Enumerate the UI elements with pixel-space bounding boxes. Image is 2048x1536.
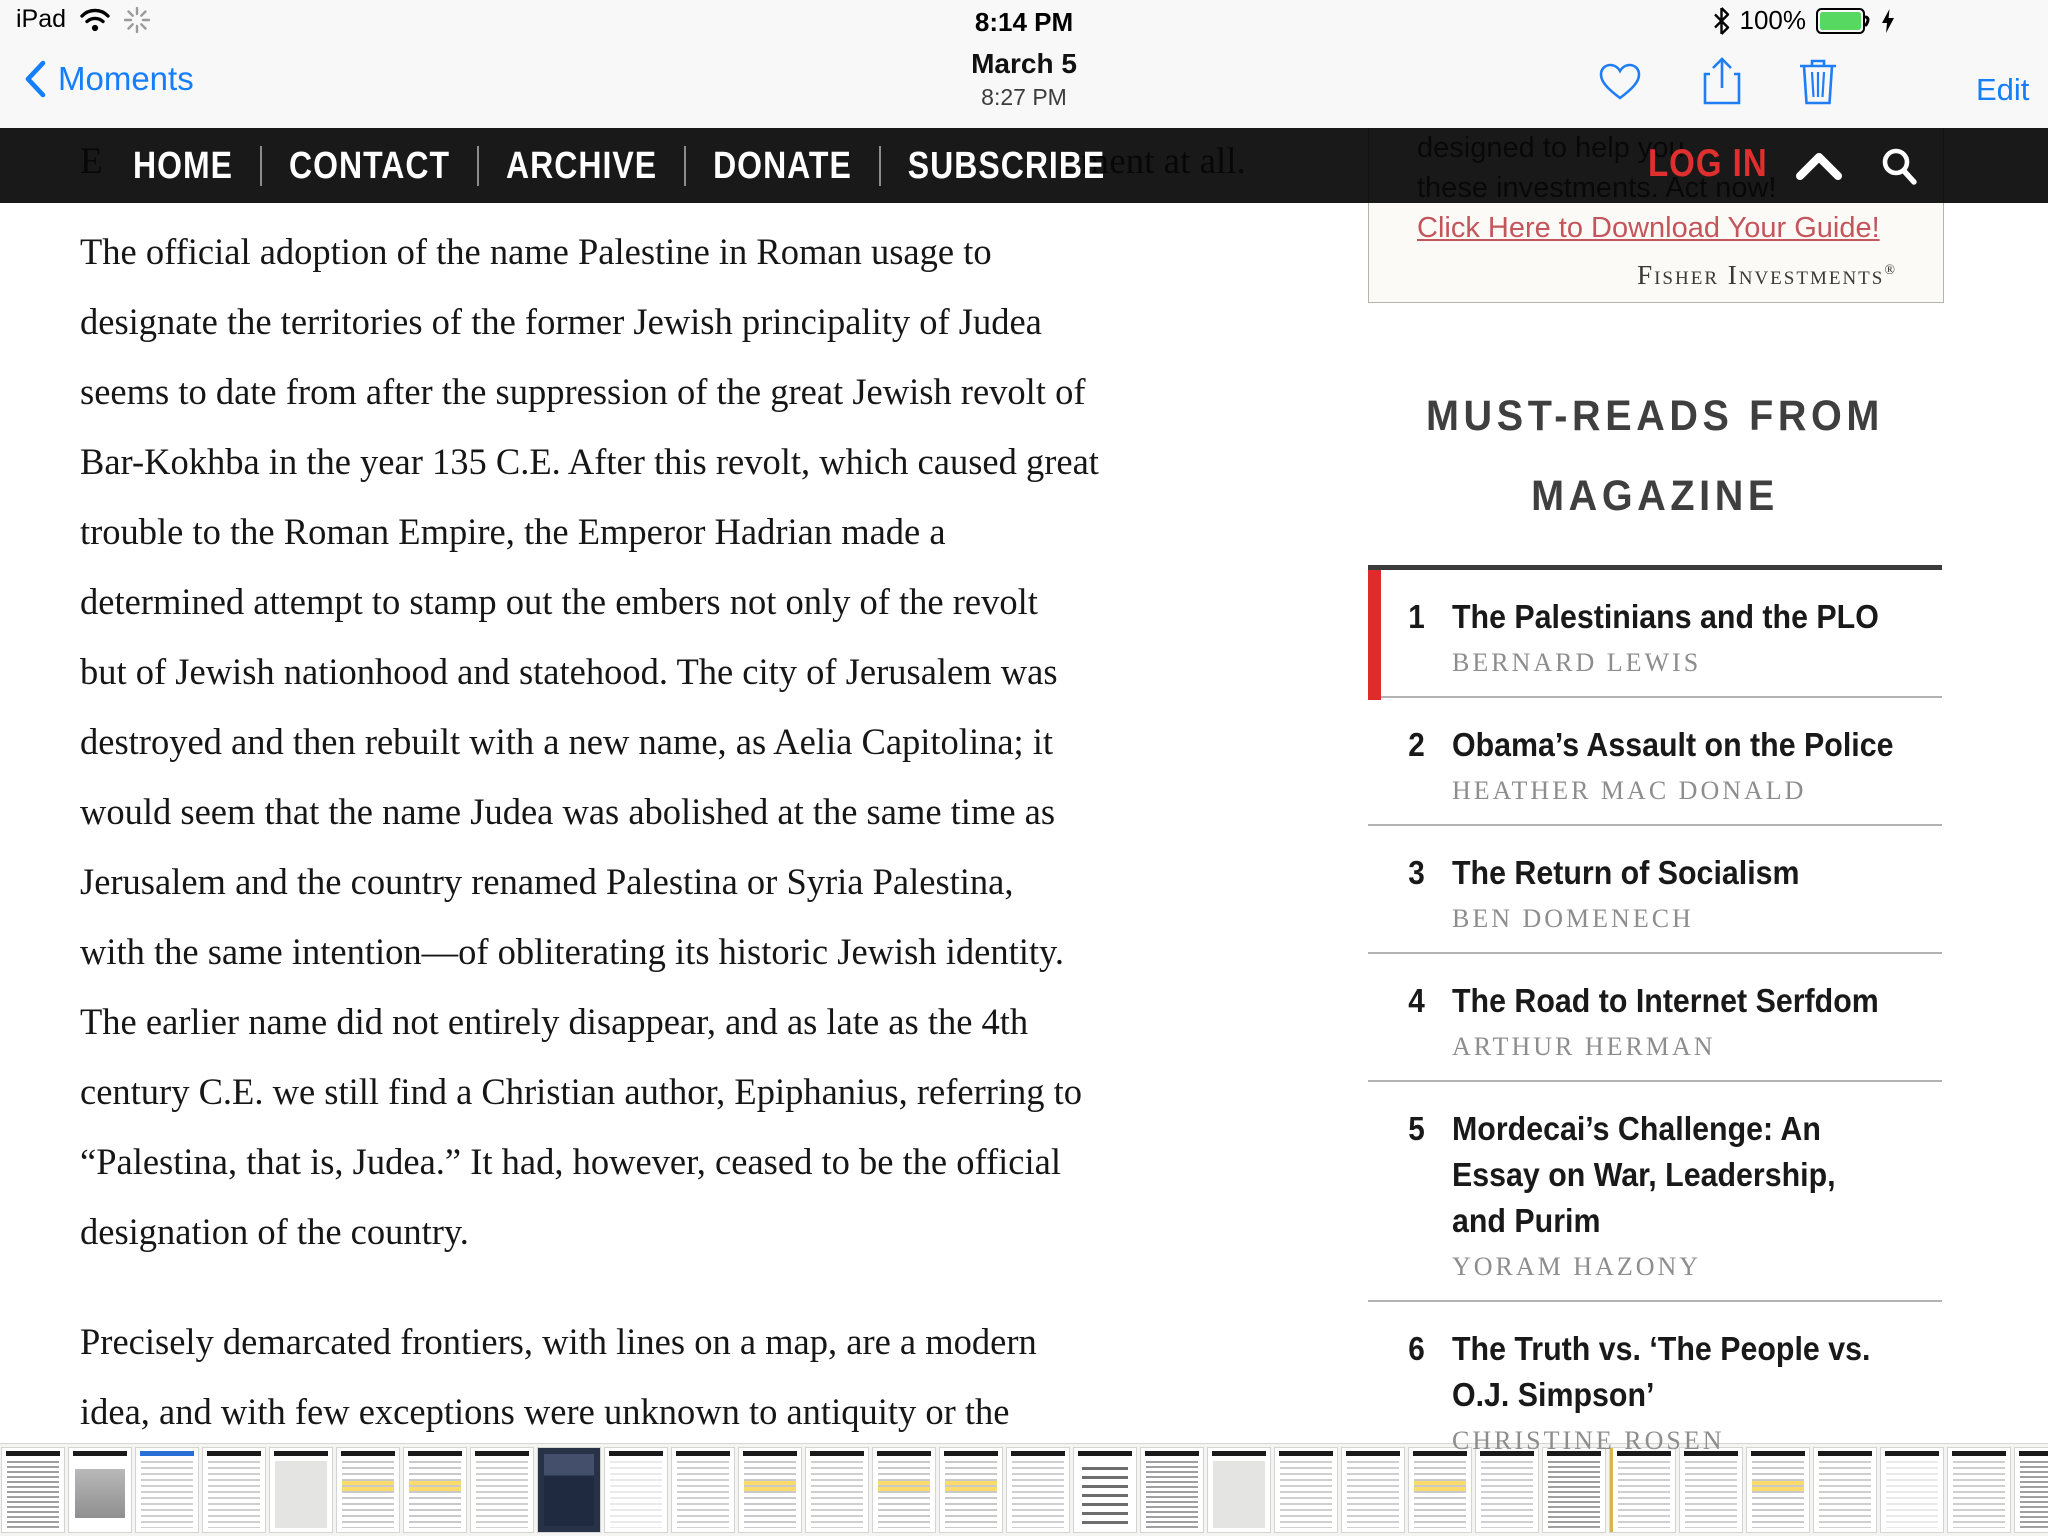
filmstrip-thumb[interactable]: [1275, 1448, 1337, 1532]
search-button[interactable]: [1878, 145, 1920, 187]
mustreads-item[interactable]: [1368, 954, 1942, 1082]
filmstrip-thumb[interactable]: [538, 1448, 600, 1532]
nav-item-donate[interactable]: DONATE: [713, 143, 852, 187]
mustreads-item-body: [1452, 1106, 1934, 1282]
filmstrip-thumb[interactable]: [605, 1448, 667, 1532]
status-time: 8:14 PM: [974, 7, 1074, 37]
article-paragraph-1: [80, 217, 1099, 1267]
thumb-content: [7, 1461, 59, 1528]
mustreads-item-title: The Truth vs. ‘The People vs. O.J. Simpson’: [1452, 1330, 1871, 1413]
thumb-content: [275, 1461, 327, 1528]
mustreads-item-title: The Return of Socialism: [1452, 854, 1800, 891]
filmstrip-thumb[interactable]: [1948, 1448, 2010, 1532]
thumb-header: [743, 1451, 797, 1456]
nav-item-subscribe[interactable]: SUBSCRIBE: [907, 143, 1106, 187]
thumb-header: [944, 1451, 998, 1456]
mustreads-item-rank: 4: [1408, 982, 1425, 1019]
filmstrip-thumb[interactable]: [136, 1448, 198, 1532]
article-line: with the same intention—of obliterating its historic Jewish identity.: [80, 931, 1065, 972]
mustreads-item[interactable]: [1368, 698, 1942, 826]
mustreads-item[interactable]: [1368, 1082, 1942, 1302]
thumb-header: [1952, 1451, 2006, 1456]
thumb-header: [207, 1451, 261, 1456]
article-line: but of Jewish nationhood and statehood. The city of Jerusalem was: [80, 651, 1058, 692]
thumb-content: [1146, 1461, 1198, 1528]
article-line: determined attempt to stamp out the embers not only of the revolt: [80, 581, 1038, 622]
article-paragraph-2: [80, 1307, 1037, 1447]
battery-percent: 100%: [1739, 5, 1806, 35]
mustreads-item-author: ARTHUR HERMAN: [1452, 1032, 1716, 1061]
mustreads-item[interactable]: [1368, 1302, 1942, 1474]
article-line: Jerusalem and the country renamed Palestina or Syria Palestina,: [80, 861, 1014, 902]
ad-brand: [1637, 260, 1897, 291]
share-button[interactable]: [1702, 56, 1742, 106]
filmstrip-thumb[interactable]: [337, 1448, 399, 1532]
article-line: seems to date from after the suppression of the great Jewish revolt of: [80, 371, 1086, 412]
mustreads-item-body: [1452, 978, 1934, 1062]
share-icon: [1702, 56, 1742, 106]
favorite-button[interactable]: [1598, 62, 1642, 102]
article-line: would seem that the name Judea was abolished at the same time as: [80, 791, 1056, 832]
thumb-header: [810, 1451, 864, 1456]
thumb-content: [342, 1461, 394, 1528]
article-line: The official adoption of the name Palestine in Roman usage to: [80, 231, 992, 272]
thumb-header: [140, 1451, 194, 1456]
filmstrip-thumb[interactable]: [2, 1448, 64, 1532]
mustreads-item-author: HEATHER MAC DONALD: [1452, 776, 1807, 805]
filmstrip-thumb[interactable]: [1074, 1448, 1136, 1532]
edit-button[interactable]: Edit: [1976, 72, 2030, 107]
filmstrip-thumb[interactable]: [404, 1448, 466, 1532]
article-line: Precisely demarcated frontiers, with lines on a map, are a modern: [80, 1321, 1037, 1362]
mustreads-item-title: The Road to Internet Serfdom: [1452, 982, 1879, 1019]
photo-time: 8:27 PM: [981, 84, 1067, 110]
thumb-header: [475, 1451, 529, 1456]
carrier-label: iPad: [16, 5, 67, 33]
thumb-content: [1213, 1461, 1265, 1528]
article-line: century C.E. we still find a Christian author, Epiphanius, referring to: [80, 1071, 1083, 1112]
nav-item-contact[interactable]: CONTACT: [289, 143, 451, 187]
photos-toolbar: [0, 44, 2048, 128]
article-line: designation of the country.: [80, 1211, 469, 1252]
mustreads-item-body: [1452, 850, 1934, 934]
mustreads-item-rank: 6: [1408, 1330, 1425, 1367]
thumb-header: [676, 1451, 730, 1456]
filmstrip-thumb[interactable]: [203, 1448, 265, 1532]
battery-icon: [1816, 8, 1870, 34]
thumb-header: [274, 1451, 328, 1456]
mustreads-item-rank: 3: [1408, 854, 1425, 891]
collapse-nav-button[interactable]: [1796, 152, 1842, 180]
article-line: destroyed and then rebuilt with a new name, as Aelia Capitolina; it: [80, 721, 1054, 762]
thumb-content: [811, 1461, 863, 1528]
thumb-content: [1082, 1467, 1128, 1526]
thumb-content: [610, 1461, 662, 1528]
thumb-content: [1953, 1461, 2005, 1528]
photo-date: March 5: [971, 48, 1077, 79]
back-label: Moments: [58, 60, 194, 97]
status-bar: [0, 0, 2048, 44]
mustreads-item-rank: 5: [1408, 1110, 1425, 1147]
mustreads-item-body: [1452, 594, 1934, 678]
thumb-content: [2020, 1461, 2048, 1528]
filmstrip-thumb[interactable]: [806, 1448, 868, 1532]
thumb-header: [408, 1451, 462, 1456]
thumb-content: [141, 1461, 193, 1528]
mustreads-item-title: The Palestinians and the PLO: [1452, 598, 1879, 635]
bluetooth-icon: [1713, 7, 1730, 35]
thumb-header: [2019, 1451, 2048, 1456]
filmstrip-thumb[interactable]: [873, 1448, 935, 1532]
article-line: designate the territories of the former Jewish principality of Judea: [80, 301, 1042, 342]
article-line: Bar-Kokhba in the year 135 C.E. After this revolt, which caused great: [80, 441, 1099, 482]
chevron-up-icon: [1796, 152, 1842, 180]
article-line: The earlier name did not entirely disappear, and as late as the 4th: [80, 1001, 1029, 1042]
thumb-header: [1011, 1451, 1065, 1456]
thumb-content: [409, 1461, 461, 1528]
charging-bolt-icon: [1880, 8, 1896, 34]
site-nav-bar: [0, 128, 2048, 203]
filmstrip-thumb[interactable]: [1208, 1448, 1270, 1532]
login-button[interactable]: LOG IN: [1648, 140, 1768, 185]
thumb-content: [1012, 1461, 1064, 1528]
thumb-content: [75, 1469, 125, 1518]
thumb-content: [544, 1454, 594, 1526]
thumb-content: [677, 1461, 729, 1528]
mustreads-item-body: [1452, 1326, 1934, 1456]
mustreads-item-title: Obama’s Assault on the Police: [1452, 726, 1894, 763]
filmstrip-thumb[interactable]: [471, 1448, 533, 1532]
thumb-header: [1145, 1451, 1199, 1456]
mustreads-item-author: BERNARD LEWIS: [1452, 648, 1702, 677]
delete-button[interactable]: [1798, 56, 1838, 106]
mustreads-item-author: YORAM HAZONY: [1452, 1252, 1702, 1281]
search-icon: [1878, 145, 1920, 187]
trash-icon: [1798, 56, 1838, 106]
filmstrip-thumb[interactable]: [940, 1448, 1002, 1532]
thumb-content: [208, 1461, 260, 1528]
filmstrip-thumb[interactable]: [1141, 1448, 1203, 1532]
filmstrip-thumb[interactable]: [672, 1448, 734, 1532]
thumb-header: [73, 1451, 127, 1456]
mustreads-heading: [1368, 376, 1942, 536]
thumb-header: [1279, 1451, 1333, 1456]
mustreads-item-rank: 2: [1408, 726, 1425, 763]
filmstrip-thumb[interactable]: [739, 1448, 801, 1532]
thumb-content: [744, 1461, 796, 1528]
thumb-header: [6, 1451, 60, 1456]
mustreads-list: [1368, 565, 1942, 1474]
mustreads-heading-line2: MAGAZINE: [1531, 472, 1779, 520]
filmstrip-thumb[interactable]: [1007, 1448, 1069, 1532]
thumb-content: [945, 1461, 997, 1528]
thumb-header: [1212, 1451, 1266, 1456]
thumb-content: [1280, 1461, 1332, 1528]
mustreads-item[interactable]: [1368, 826, 1942, 954]
site-nav-menu: [106, 128, 1132, 203]
filmstrip-thumb[interactable]: [2015, 1448, 2048, 1532]
thumb-header: [877, 1451, 931, 1456]
thumb-content: [476, 1461, 528, 1528]
filmstrip-thumb[interactable]: [69, 1448, 131, 1532]
thumb-content: [878, 1461, 930, 1528]
article-line: idea, and with few exceptions were unknown to antiquity or the: [80, 1391, 1010, 1432]
mustreads-item-body: [1452, 722, 1934, 806]
mustreads-item-title: Mordecai’s Challenge: An Essay on War, Leadership, and Purim: [1452, 1110, 1836, 1239]
thumb-header: [341, 1451, 395, 1456]
mustreads-item-author: CHRISTINE ROSEN: [1452, 1426, 1725, 1455]
registered-mark: ®: [1884, 263, 1897, 278]
ad-brand-name: Fisher Investments: [1637, 260, 1885, 290]
article-line: trouble to the Roman Empire, the Emperor Hadrian made a: [80, 511, 946, 552]
mustreads-item[interactable]: [1368, 570, 1942, 698]
mustreads-heading-line1: MUST-READS FROM: [1425, 392, 1884, 440]
photo-viewer[interactable]: [0, 128, 2048, 1455]
ad-download-link[interactable]: Click Here to Download Your Guide!: [1417, 212, 1880, 244]
filmstrip-thumb[interactable]: [270, 1448, 332, 1532]
nav-item-archive[interactable]: ARCHIVE: [506, 143, 658, 187]
thumb-header: [1078, 1451, 1132, 1456]
thumb-header: [609, 1451, 663, 1456]
heart-icon: [1598, 62, 1642, 102]
mustreads-item-rank: 1: [1408, 598, 1425, 635]
nav-item-home[interactable]: HOME: [133, 143, 233, 187]
article-line: “Palestina, that is, Judea.” It had, however, ceased to be the official: [80, 1141, 1061, 1182]
active-item-marker: [1368, 570, 1381, 700]
mustreads-item-author: BEN DOMENECH: [1452, 904, 1694, 933]
